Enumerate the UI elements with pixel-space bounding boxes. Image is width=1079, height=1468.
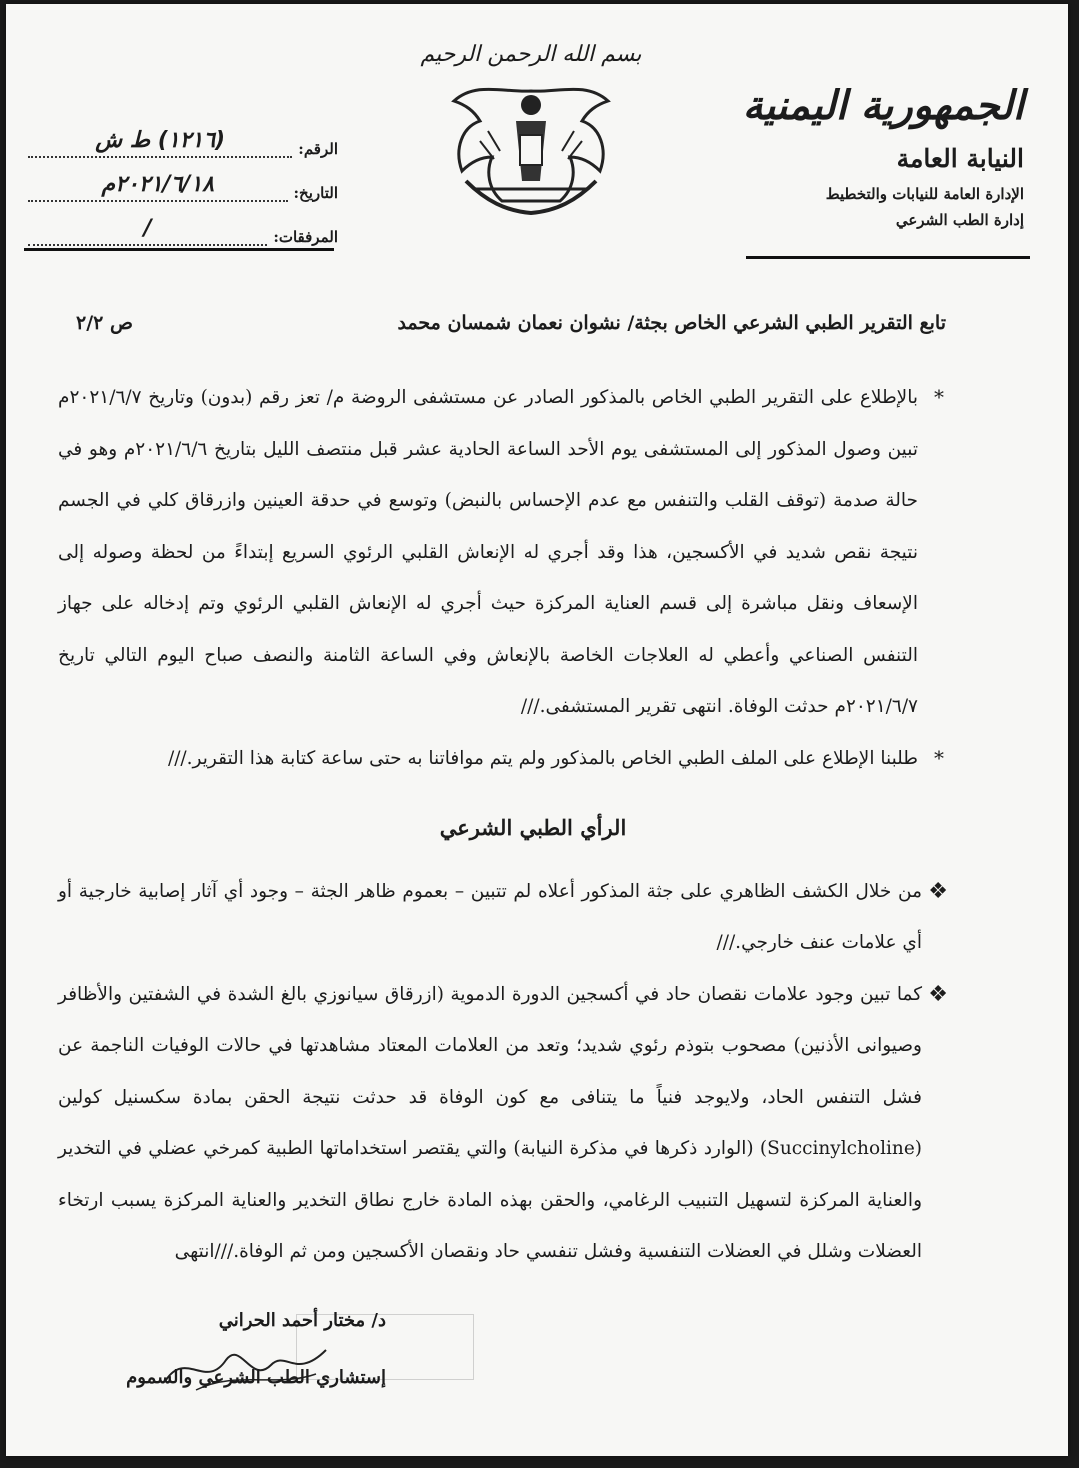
report-body (58, 372, 948, 1278)
date-value: ٢٠٢١/٦/١٨م (28, 170, 288, 202)
reference-row (28, 114, 338, 158)
opinion-text: من خلال الكشف الظاهري على جثة المذكور أعلاه لم تتبين – بعموم ظاهر الجثة – وجود أي آثار إصابية خارجية أو أي علامات عنف خارجي./// (58, 880, 922, 953)
diamond-bullet-icon: ❖ (928, 981, 948, 1007)
letterhead-center (401, 42, 661, 221)
signatory-name: د/ مختار أحمد الحراني (218, 1310, 386, 1331)
republic-title: الجمهورية اليمنية (742, 82, 1024, 129)
reference-block (28, 114, 338, 246)
paragraph-text: طلبنا الإطلاع على الملف الطبي الخاص بالمذكور ولم يتم موافاتنا به حتى ساعة كتابة هذا التقرير./// (167, 747, 918, 769)
reference-label: الرقم: (298, 140, 338, 158)
date-label: التاريخ: (293, 184, 338, 202)
report-title-row (76, 312, 946, 334)
basmala: بسم الله الرحمن الرحيم (420, 42, 642, 67)
department-line-2: إدارة الطب الشرعي (895, 211, 1024, 229)
header-divider-right (746, 256, 1030, 259)
opinion-text: كما تبين وجود علامات نقصان حاد في أكسجين الدورة الدموية (ازرقاق سيانوزي بالغ الشدة في الشفتين والأظافر وصيوانى الأذنين) مصحوب بتوذم رئوي شديد؛ وتعد من العلامات المعتاد مشاهدتها في حالات الوفيات الناجمة عن فشل التنفس الحاد، ولايوجد فنياً ما يتنافى مع كون الوفاة قد حدثت نتيجة الحقن بمادة سكسنيل كولين (Succinylcholine) (الوارد ذكرها في مذكرة النيابة) والتي يقتصر استخداماتها الطبية كمرخي عضلي في التخدير والعناية المركزة لتسهيل التنبيب الرغامي، والحقن بهذه المادة خارج نطاق التخدير والعناية المركزة يسبب ارتخاء العضلات وشلل في العضلات التنفسية وفشل تنفسي حاد ونقصان الأكسجين ومن ثم الوفاة.///انتهى (58, 983, 922, 1262)
page-number: ص ٢/٢ (76, 312, 133, 334)
opinion-paragraph (58, 866, 948, 969)
department-line-1: الإدارة العامة للنيابات والتخطيط (825, 185, 1024, 203)
yemen-eagle-emblem-icon (436, 71, 626, 221)
document-page (6, 4, 1068, 1456)
section-title: الرأي الطبي الشرعي (439, 815, 627, 840)
report-title: تابع التقرير الطبي الشرعي الخاص بجثة/ نشوان نعمان شمسان محمد (397, 312, 946, 334)
attachments-label: المرفقات: (273, 228, 338, 246)
signatory-title: إستشاري الطب الشرعي والسموم (126, 1367, 386, 1388)
attachments-row (28, 202, 338, 246)
letterhead-right (724, 80, 1024, 229)
paragraph-text: بالإطلاع على التقرير الطبي الخاص بالمذكور الصادر عن مستشفى الروضة م/ تعز رقم (بدون) وتاريخ ٢٠٢١/٦/٧م تبين وصول المذكور إلى المستشفى يوم الأحد الساعة الحادية عشر قبل منتصف الليل بتاريخ ٢٠٢١/٦/٦م وهو في حالة صدمة (توقف القلب والتنفس مع عدم الإحساس بالنبض) وتوسع في حدقة العينين وازرقاق كلي في الجسم نتيجة نقص شديد في الأكسجين، هذا وقد أجري له الإنعاش القلبي الرئوي السريع إبتداءً من لحظة وصوله إلى الإسعاف ونقل مباشرة إلى قسم العناية المركزة حيث أجري له الإنعاش القلبي الرئوي وتم إدخاله على جهاز التنفس الصناعي وأعطي له العلاجات الخاصة بالإنعاش وفي الساعة الثامنة والنصف صباح اليوم التالي تاريخ ٢٠٢١/٦/٧م حدثت الوفاة. انتهى تقرير المستشفى./// (58, 387, 918, 717)
asterisk-bullet-icon: * (934, 745, 944, 770)
findings-paragraph (58, 372, 948, 733)
findings-paragraph (58, 733, 948, 785)
diamond-bullet-icon: ❖ (928, 878, 948, 904)
date-row (28, 158, 338, 202)
attachments-value: / (28, 214, 267, 246)
reference-value: (١٢١٦) ط ش (28, 126, 292, 158)
opinion-paragraph (58, 969, 948, 1278)
signature-block (96, 1310, 386, 1388)
prosecution-title: النيابة العامة (896, 144, 1024, 173)
asterisk-bullet-icon: * (934, 385, 944, 409)
header-divider-left (24, 248, 334, 251)
